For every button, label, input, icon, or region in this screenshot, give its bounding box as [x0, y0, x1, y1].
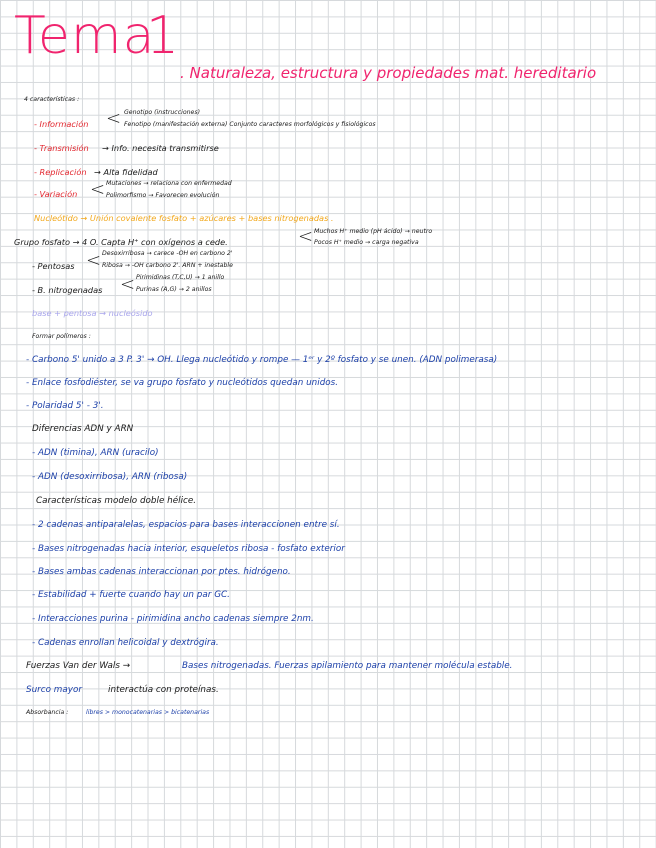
modelo-4: - Estabilidad + fuerte cuando hay un par GC.	[32, 590, 230, 600]
pentosas-brace: <	[86, 250, 102, 271]
diferencias-heading: Diferencias ADN y ARN	[32, 424, 134, 434]
pentosas-desoxi: Desoxirribosa → carece -OH en carbono 2'	[102, 250, 233, 257]
caract-heading: 4 características :	[24, 96, 80, 103]
enlace-line: - Enlace fosfodiéster, se va grupo fosfato y nucleótidos quedan unidos.	[26, 378, 339, 388]
repl-text: → Alta fidelidad	[94, 167, 158, 177]
pentosas-label: - Pentosas	[32, 261, 75, 271]
carbono-line: - Carbono 5' unido a 3 P. 3' → OH. Llega nucleótido y rompe — 1ᵉʳ y 2º fosfato y se unen. (ADN polimerasa)	[26, 355, 498, 365]
polaridad-line: - Polaridad 5' - 3'.	[26, 401, 104, 411]
info-genotipo: Genotipo (instrucciones)	[124, 109, 200, 116]
fosfato-negativa: Pocos H⁺ medio → carga negativa	[314, 239, 419, 246]
pentosas-ribosa: Ribosa → -OH carbono 2'. ARN + inestable	[102, 262, 233, 269]
absorbancia-text: libres > monocatenarias > bicatenarias	[86, 709, 210, 716]
fuerzas-text: Bases nitrogenadas. Fuerzas apilamiento para mantener molécula estable.	[182, 661, 513, 671]
bases-pirimidinas: Pirimidinas (T,C,U) → 1 anillo	[136, 274, 225, 281]
info-brace: <	[106, 108, 122, 129]
surco-label: Surco mayor	[26, 685, 82, 695]
info-label: - Información	[34, 119, 89, 129]
info-fenotipo: Fenotipo (manifestación externa) Conjunto caracteres morfológicos y fisiológicos	[124, 121, 376, 128]
modelo-3: - Bases ambas cadenas interaccionan por ptes. hidrógeno.	[32, 567, 291, 577]
title-tema: Tema	[14, 6, 156, 66]
bases-purinas: Purinas (A,G) → 2 anillos	[136, 286, 212, 293]
trans-label: - Transmisión	[34, 143, 89, 153]
bases-brace: <	[120, 274, 136, 295]
var-polimorfismo: Polimorfismo → Favorecen evolución	[106, 192, 220, 199]
bases-label: - B. nitrogenadas	[32, 285, 103, 295]
repl-label: - Replicación	[34, 167, 87, 177]
fosfato-brace: <	[298, 226, 314, 247]
absorbancia-label: Absorbancia :	[26, 709, 69, 716]
modelo-5: - Interacciones purina - pirimidina ancho cadenas siempre 2nm.	[32, 614, 314, 624]
modelo-heading: Características modelo doble hélice.	[36, 496, 197, 506]
fuerzas-label: Fuerzas Van der Wals →	[26, 661, 131, 671]
formar-heading: Formar polímeros :	[32, 333, 91, 340]
dif-2: - ADN (desoxirribosa), ARN (ribosa)	[32, 472, 188, 482]
nucleotido-line: Nucleótido → Unión covalente fosfato + azúcares + bases nitrogenadas .	[34, 213, 334, 223]
surco-text: interactúa con proteínas.	[108, 685, 219, 695]
title-subtitle: . Naturaleza, estructura y propiedades mat. hereditario	[180, 64, 597, 82]
var-mutaciones: Mutaciones → relaciona con enfermedad	[106, 180, 232, 187]
modelo-1: - 2 cadenas antiparalelas, espacios para bases interaccionen entre sí.	[32, 520, 340, 530]
modelo-2: - Bases nitrogenadas hacia interior, esqueletos ribosa - fosfato exterior	[32, 544, 345, 554]
dif-1: - ADN (timina), ARN (uracilo)	[32, 448, 159, 458]
fosfato-line: Grupo fosfato → 4 O. Capta H⁺ con oxígenos a cede.	[14, 237, 228, 247]
var-brace: <	[90, 179, 106, 200]
modelo-6: - Cadenas enrollan helicoidal y dextrógira.	[32, 638, 219, 648]
trans-text: → Info. necesita transmitirse	[102, 143, 219, 153]
fosfato-acido: Muchos H⁺ medio (pH ácido) → neutro	[314, 228, 433, 235]
title-number: 1	[146, 6, 181, 66]
var-label: - Variación	[34, 189, 78, 199]
nucleosido-line: base + pentosa → nucleósido	[32, 308, 153, 318]
